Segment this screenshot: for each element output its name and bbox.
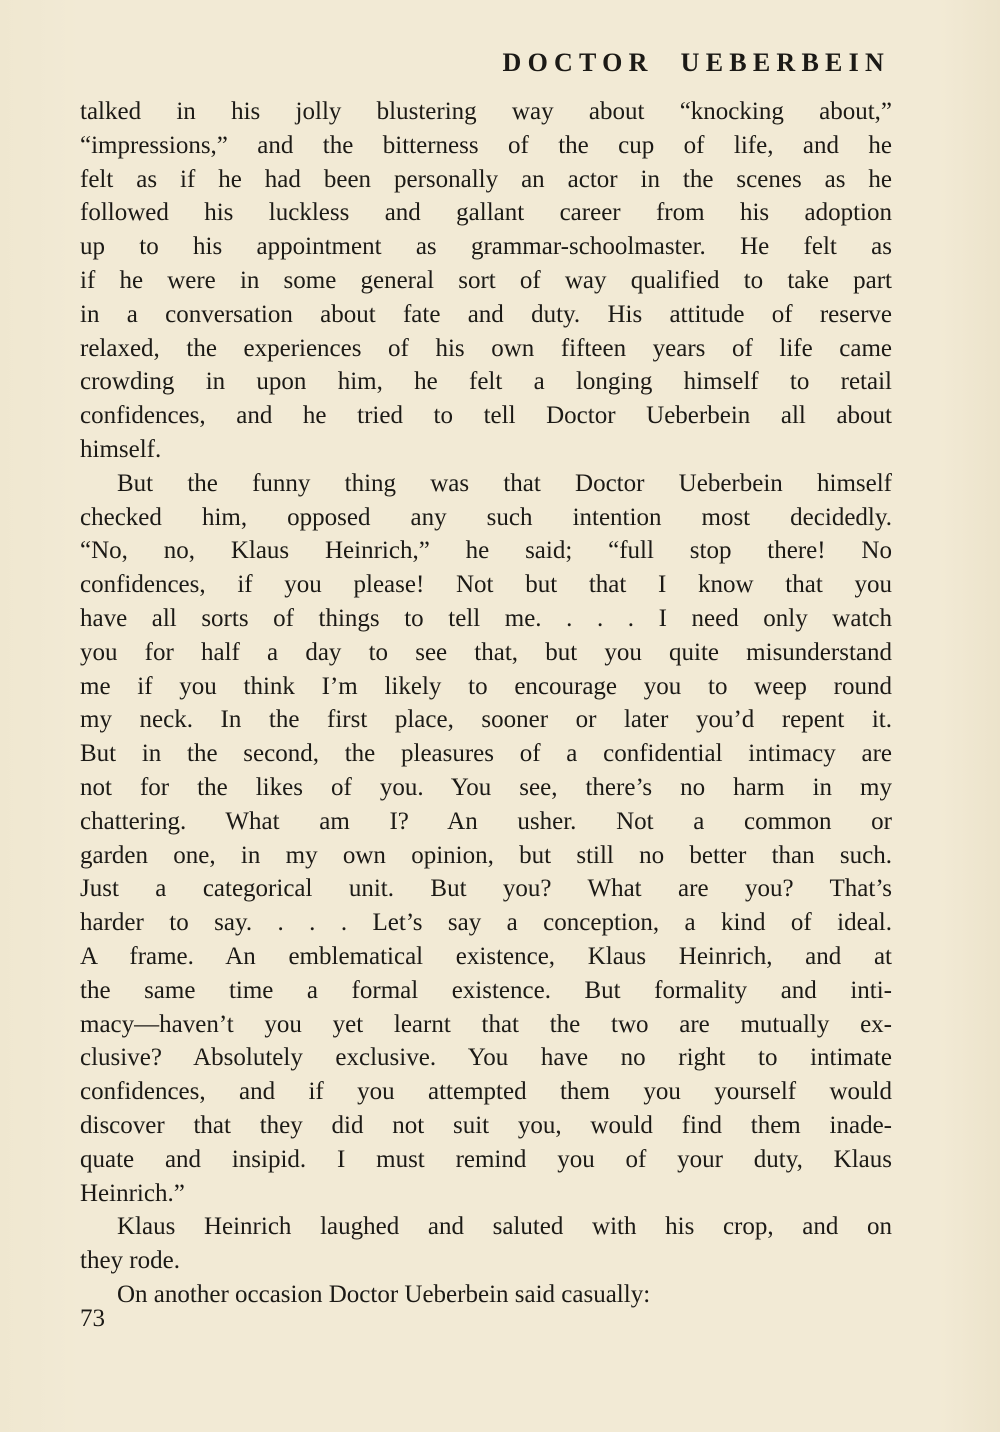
text-line: chattering. What am I? An usher. Not a common or [80,807,892,835]
text-line: “No, no, Klaus Heinrich,” he said; “full stop there! No [80,537,892,565]
text-line: me if you think I’m likely to encourage you to weep round [80,672,892,700]
text-line: confidences, and he tried to tell Doctor Ueberbein all about [80,402,892,430]
text-line: “impressions,” and the bitterness of the cup of life, and he [80,131,892,159]
text-line: But in the second, the pleasures of a confidential intimacy are [80,740,892,768]
text-line: confidences, and if you attempted them you yourself would [80,1078,892,1106]
page-body [80,95,892,1312]
text-line: in a conversation about fate and duty. His attitude of reserve [80,300,892,328]
paragraph [80,467,892,1211]
text-line: talked in his jolly blustering way about “knocking about,” [80,98,892,125]
text-line: you for half a day to see that, but you quite misunderstand [80,638,892,666]
text-line: if he were in some general sort of way qualified to take part [80,266,892,294]
running-header: DOCTOR UEBERBEIN [502,48,890,77]
text-line: relaxed, the experiences of his own fifteen years of life came [80,334,892,362]
text-line: Just a categorical unit. But you? What are you? That’s [80,875,892,903]
text-line: quate and insipid. I must remind you of your duty, Klaus [80,1145,892,1173]
paragraph [80,1210,892,1278]
text-line: not for the likes of you. You see, there’s no harm in my [80,773,892,801]
page-number: 73 [80,1305,105,1332]
text-line: macy—haven’t you yet learnt that the two are mutually ex- [80,1010,892,1038]
text-line: crowding in upon him, he felt a longing himself to retail [80,368,892,396]
paragraph [80,95,892,467]
text-line: confidences, if you please! Not but that I know that you [80,571,892,599]
text-line: my neck. In the first place, sooner or later you’d repent it. [80,706,892,734]
text-line: felt as if he had been personally an actor in the scenes as he [80,165,892,193]
text-line: have all sorts of things to tell me. . . . I need only watch [80,604,892,632]
text-line: But the funny thing was that Doctor Ueberbein himself [117,469,892,497]
text-line: followed his luckless and gallant career from his adoption [80,199,892,227]
text-line: Klaus Heinrich laughed and saluted with his crop, and on [117,1213,892,1241]
text-line: checked him, opposed any such intention most decidedly. [80,503,892,531]
text-line: the same time a formal existence. But formality and inti- [80,976,892,1004]
text-line: they rode. [80,1247,180,1275]
text-line: harder to say. . . . Let’s say a conception, a kind of ideal. [80,909,892,937]
text-line: up to his appointment as grammar-schoolmaster. He felt as [80,233,892,261]
text-line: garden one, in my own opinion, but still no better than such. [80,841,892,869]
text-line: clusive? Absolutely exclusive. You have no right to intimate [80,1044,892,1072]
text-line: Heinrich.” [80,1179,185,1207]
text-line: On another occasion Doctor Ueberbein said casually: [117,1280,651,1308]
text-line: discover that they did not suit you, would find them inade- [80,1111,892,1139]
paragraph [80,1278,892,1312]
text-line: himself. [80,435,162,463]
text-line: A frame. An emblematical existence, Klaus Heinrich, and at [80,942,892,970]
